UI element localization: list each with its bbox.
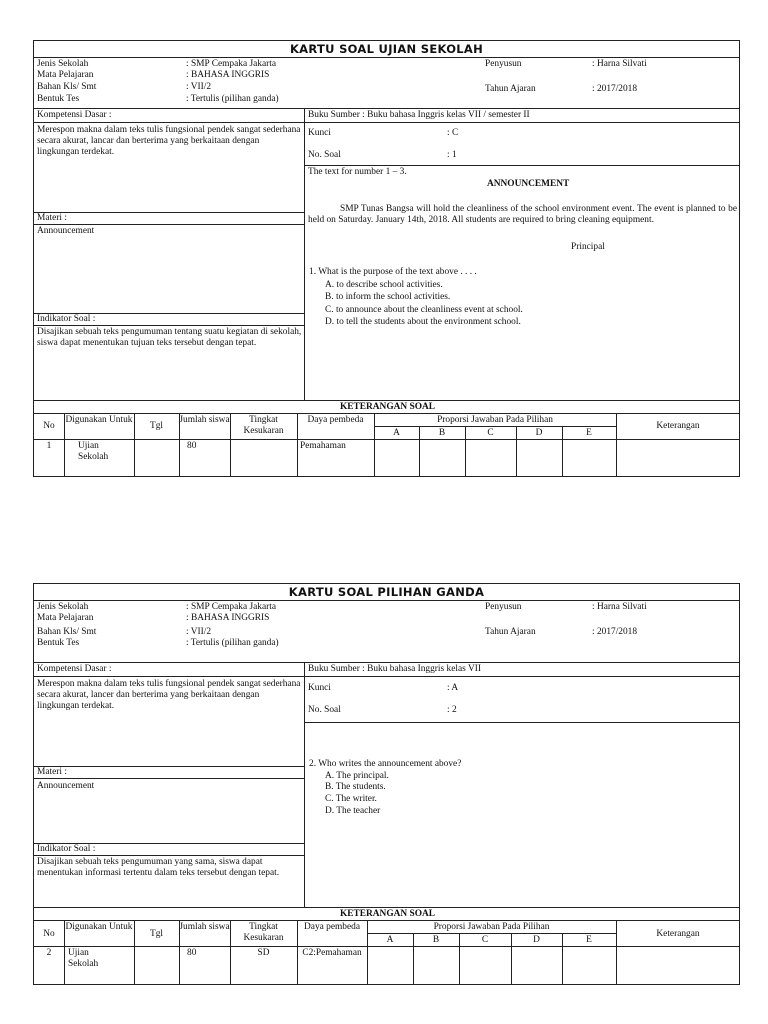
- materi-text: Announcement: [37, 781, 95, 791]
- kompetensi-dasar-label: Kompetensi Dasar :: [37, 110, 112, 120]
- option-c: C. The writer.: [325, 794, 377, 804]
- kunci-label: Kunci: [308, 683, 331, 693]
- materi-label: Materi :: [37, 767, 67, 777]
- no-soal-label: No. Soal: [308, 705, 341, 715]
- penyusun-value: : Harna Silvati: [592, 59, 647, 69]
- header-tingkat: Tingkat Kesukaran: [243, 922, 284, 944]
- divider: [34, 400, 739, 401]
- bentuk-tes-label: Bentuk Tes: [37, 94, 80, 104]
- divider: [367, 933, 616, 934]
- row-tingkat: SD: [257, 948, 270, 958]
- option-d: D. to tell the students about the environment school.: [325, 317, 521, 327]
- header-e: E: [586, 935, 592, 945]
- header-d: D: [535, 428, 543, 438]
- divider: [34, 325, 304, 326]
- kartu-soal-card-2: [33, 583, 740, 985]
- row-digunakan: Ujian Sekolah: [78, 441, 109, 463]
- divider: [34, 212, 304, 213]
- divider: [304, 722, 739, 723]
- penyusun-label: Penyusun: [485, 602, 522, 612]
- header-b: B: [438, 428, 446, 438]
- header-d: D: [533, 935, 540, 945]
- option-c: C. to announce about the cleanliness event at school.: [325, 305, 523, 315]
- kunci-value: : A: [447, 683, 459, 693]
- divider: [34, 778, 304, 779]
- divider: [34, 224, 304, 225]
- header-c: C: [487, 428, 494, 438]
- divider: [34, 439, 739, 440]
- tahun-ajaran-label: Tahun Ajaran: [485, 84, 536, 94]
- kunci-value: : C: [447, 128, 459, 138]
- kartu-soal-card-1: [33, 40, 740, 477]
- buku-sumber: Buku Sumber : Buku bahasa Inggris kelas VII: [308, 664, 481, 674]
- header-no: No: [43, 421, 55, 431]
- divider: [34, 855, 304, 856]
- header-tingkat: Tingkat Kesukaran: [243, 415, 284, 437]
- jenis-sekolah-value: : SMP Cempaka Jakarta: [186, 602, 277, 612]
- text-intro: The text for number 1 – 3.: [308, 167, 407, 177]
- header-keterangan: Keterangan: [656, 421, 700, 431]
- row-daya: C2:Pemahaman: [302, 948, 362, 958]
- divider: [304, 165, 739, 166]
- kompetensi-dasar-text: Merespon makna dalam teks tulis fungsional pendek sangat sederhana secara akurat, lancer dan berterima yang berkaitaan dengan lingkungan terdekat.: [37, 679, 301, 712]
- question-text: 1. What is the purpose of the text above . . . .: [309, 267, 477, 277]
- option-b: B. to inform the school activities.: [325, 292, 451, 302]
- keterangan-title: KETERANGAN SOAL: [339, 909, 436, 919]
- mata-pelajaran-value: : BAHASA INGGRIS: [186, 613, 270, 623]
- header-tgl: Tgl: [149, 421, 164, 431]
- kunci-label: Kunci: [308, 128, 331, 138]
- keterangan-title: KETERANGAN SOAL: [339, 402, 436, 412]
- materi-label: Materi :: [37, 213, 67, 223]
- bentuk-tes-value: : Tertulis (pilihan ganda): [186, 94, 279, 104]
- option-a: A. The principal.: [325, 771, 389, 781]
- indikator-text: Disajikan sebuah teks pengumuman yang sama, siswa dapat menentukan informasi tertentu dalam teks tersebut dengan tepat.: [37, 857, 280, 879]
- card-title: KARTU SOAL PILIHAN GANDA: [34, 584, 739, 601]
- header-b: B: [432, 935, 440, 945]
- row-no: 1: [46, 441, 52, 451]
- header-proporsi: Proporsi Jawaban Pada Pilihan: [433, 922, 550, 932]
- jenis-sekolah-value: : SMP Cempaka Jakarta: [186, 59, 277, 69]
- jenis-sekolah-label: Jenis Sekolah: [37, 602, 89, 612]
- divider: [34, 108, 739, 109]
- row-no: 2: [46, 948, 52, 958]
- header-digunakan: Digunakan Untuk: [65, 922, 133, 932]
- bahan-kls-label: Bahan Kls/ Smt: [37, 627, 97, 637]
- header-jumlah: Jumlah siswa: [179, 415, 230, 425]
- indikator-label: Indikator Soal :: [37, 314, 96, 324]
- divider: [34, 122, 304, 123]
- bentuk-tes-label: Bentuk Tes: [37, 638, 80, 648]
- mata-pelajaran-label: Mata Pelajaran: [37, 70, 94, 80]
- bahan-kls-label: Bahan Kls/ Smt: [37, 82, 97, 92]
- tahun-ajaran-label: Tahun Ajaran: [485, 627, 536, 637]
- tahun-ajaran-value: : 2017/2018: [592, 84, 638, 94]
- indikator-text: Disajikan sebuah teks pengumuman tentang suatu kegiatan di sekolah, siswa dapat menentukan tujuan teks tersebut dengan tepat.: [37, 327, 302, 349]
- no-soal-value: : 2: [447, 705, 457, 715]
- divider: [34, 766, 304, 767]
- header-digunakan: Digunakan Untuk: [65, 415, 133, 425]
- row-jumlah: 80: [187, 948, 197, 958]
- jenis-sekolah-label: Jenis Sekolah: [37, 59, 89, 69]
- header-daya: Daya pembeda: [304, 922, 360, 932]
- indikator-label: Indikator Soal :: [37, 844, 96, 854]
- column-divider: [304, 108, 305, 400]
- column-divider: [304, 662, 305, 907]
- announcement-signoff: Principal: [571, 242, 605, 252]
- header-no: No: [43, 929, 55, 939]
- mata-pelajaran-value: : BAHASA INGGRIS: [186, 70, 270, 80]
- header-c: C: [481, 935, 489, 945]
- header-jumlah: Jumlah siswa: [179, 922, 230, 932]
- row-jumlah: 80: [187, 441, 197, 451]
- header-keterangan: Keterangan: [656, 929, 700, 939]
- header-a: A: [386, 935, 394, 945]
- penyusun-label: Penyusun: [485, 59, 522, 69]
- bentuk-tes-value: : Tertulis (pilihan ganda): [186, 638, 279, 648]
- option-b: B. The students.: [325, 782, 386, 792]
- divider: [34, 907, 739, 908]
- bahan-kls-value: : VII/2: [186, 627, 212, 637]
- buku-sumber: Buku Sumber : Buku bahasa Inggris kelas VII / semester II: [308, 110, 530, 120]
- divider: [34, 920, 739, 921]
- penyusun-value: : Harna Silvati: [592, 602, 647, 612]
- divider: [374, 426, 616, 427]
- divider: [34, 413, 739, 414]
- no-soal-value: : 1: [447, 150, 457, 160]
- divider: [304, 676, 739, 677]
- kompetensi-dasar-text: Merespon makna dalam teks tulis fungsional pendek sangat sederhana secara akurat, lancar dan berterima yang berkaitaan dengan lingkungan terdekat.: [37, 125, 301, 158]
- divider: [34, 676, 304, 677]
- header-daya: Daya pembeda: [307, 415, 364, 425]
- question-text: 2. Who writes the announcement above?: [309, 759, 462, 769]
- header-tgl: Tgl: [149, 929, 164, 939]
- materi-text: Announcement: [37, 226, 95, 236]
- tahun-ajaran-value: : 2017/2018: [592, 627, 638, 637]
- header-proporsi: Proporsi Jawaban Pada Pilihan: [437, 415, 553, 425]
- announcement-title: ANNOUNCEMENT: [487, 179, 570, 189]
- kompetensi-dasar-label: Kompetensi Dasar :: [37, 664, 112, 674]
- mata-pelajaran-label: Mata Pelajaran: [37, 613, 94, 623]
- row-daya: Pemahaman: [300, 441, 346, 451]
- header-e: E: [586, 428, 592, 438]
- divider: [304, 122, 739, 123]
- bahan-kls-value: : VII/2: [186, 82, 212, 92]
- announcement-body: SMP Tunas Bangsa will hold the cleanliness of the school environment event. The event is planned to be held on Saturday. January 14th, 2018. All students are required to bring cleaning equipment.: [308, 204, 737, 226]
- option-a: A. to describe school activities.: [325, 280, 443, 290]
- divider: [34, 946, 739, 947]
- header-a: A: [393, 428, 400, 438]
- row-digunakan: Ujian Sekolah: [68, 948, 99, 970]
- divider: [34, 662, 739, 663]
- no-soal-label: No. Soal: [308, 150, 341, 160]
- option-d: D. The teacher: [325, 806, 381, 816]
- card-title: KARTU SOAL UJIAN SEKOLAH: [34, 41, 739, 58]
